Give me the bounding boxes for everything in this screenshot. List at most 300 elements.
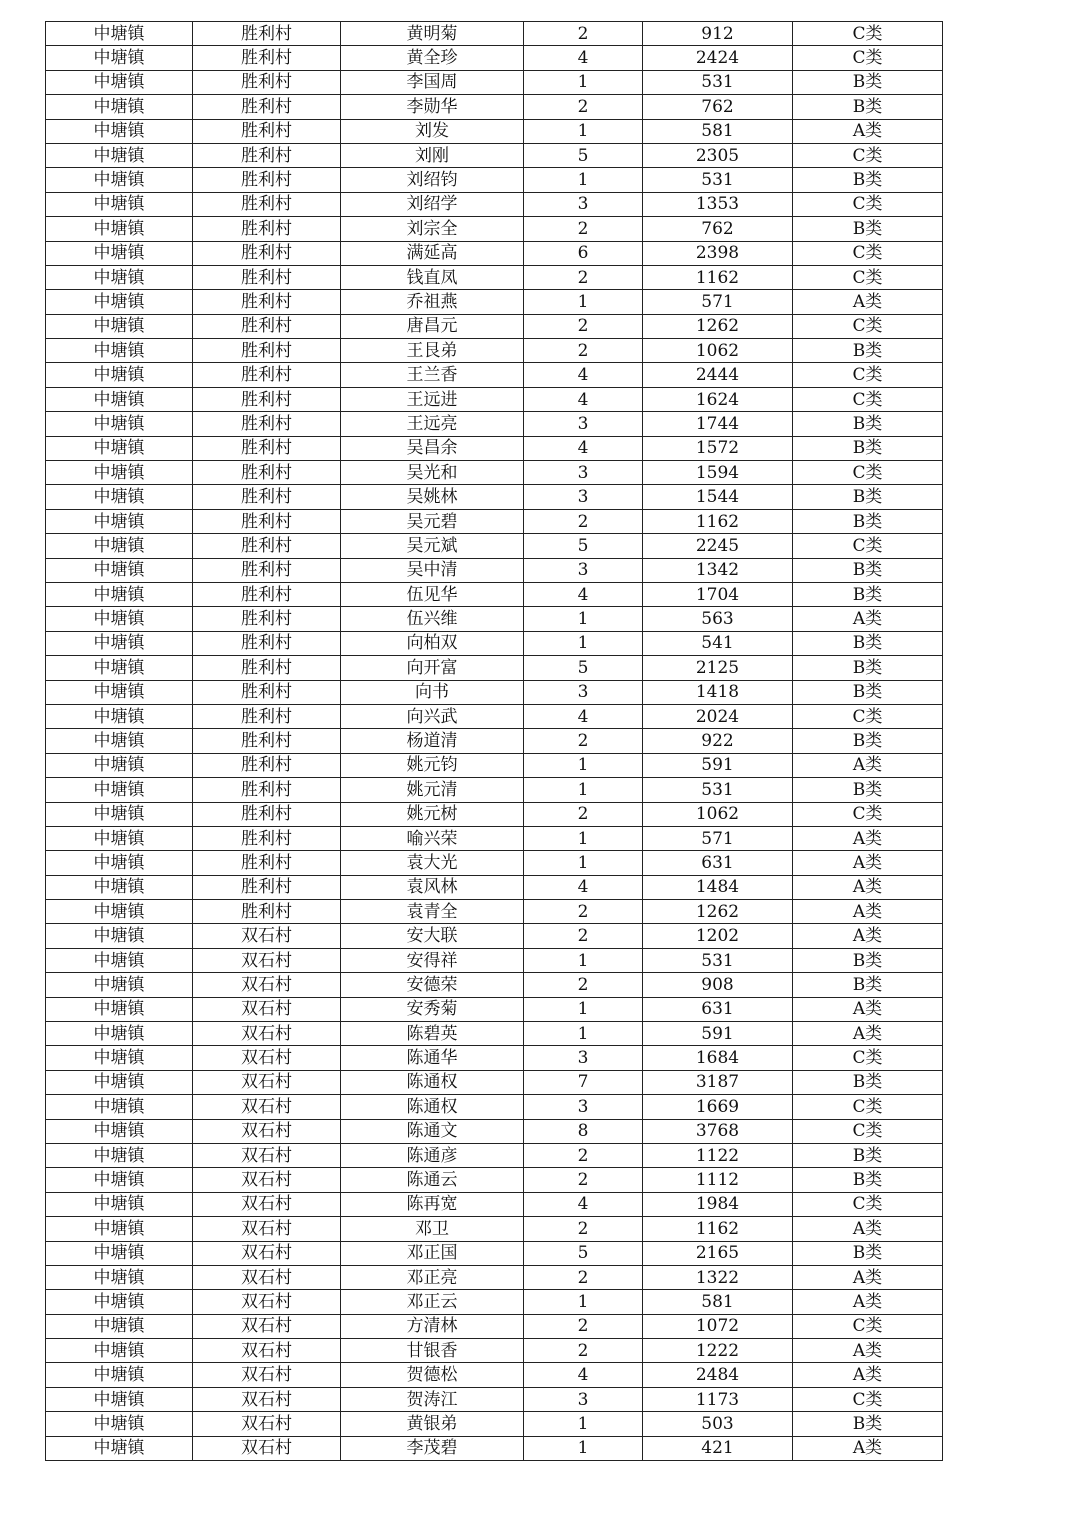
amount-cell: 2125 [643,656,793,680]
amount-cell: 631 [643,997,793,1021]
name-cell: 方清林 [341,1314,524,1338]
town-cell: 中塘镇 [46,900,193,924]
village-cell: 胜利村 [193,509,341,533]
count-cell: 1 [524,290,643,314]
table-row [46,339,943,363]
count-cell: 1 [524,119,643,143]
village-cell: 胜利村 [193,631,341,655]
count-cell: 3 [524,192,643,216]
name-cell: 邓卫 [341,1217,524,1241]
town-cell: 中塘镇 [46,314,193,338]
village-cell: 胜利村 [193,22,341,46]
category-cell: C类 [793,387,943,411]
name-cell: 邓正国 [341,1241,524,1265]
table-row [46,704,943,728]
count-cell: 5 [524,143,643,167]
village-cell: 双石村 [193,948,341,972]
village-cell: 胜利村 [193,534,341,558]
category-cell: B类 [793,412,943,436]
town-cell: 中塘镇 [46,363,193,387]
category-cell: A类 [793,900,943,924]
table-row [46,753,943,777]
category-cell: A类 [793,753,943,777]
category-cell: B类 [793,778,943,802]
category-cell: C类 [793,363,943,387]
table-row [46,1192,943,1216]
village-cell: 双石村 [193,1119,341,1143]
category-cell: C类 [793,241,943,265]
town-cell: 中塘镇 [46,582,193,606]
name-cell: 甘银香 [341,1339,524,1363]
table-row [46,948,943,972]
town-cell: 中塘镇 [46,412,193,436]
count-cell: 2 [524,1143,643,1167]
amount-cell: 1572 [643,436,793,460]
category-cell: B类 [793,1241,943,1265]
count-cell: 3 [524,1387,643,1411]
name-cell: 向开富 [341,656,524,680]
table-row [46,729,943,753]
amount-cell: 2424 [643,46,793,70]
town-cell: 中塘镇 [46,1119,193,1143]
amount-cell: 2024 [643,704,793,728]
name-cell: 王兰香 [341,363,524,387]
name-cell: 姚元树 [341,802,524,826]
table-row [46,46,943,70]
amount-cell: 2165 [643,1241,793,1265]
table-row [46,1241,943,1265]
amount-cell: 581 [643,1290,793,1314]
village-cell: 胜利村 [193,729,341,753]
village-cell: 胜利村 [193,119,341,143]
name-cell: 袁大光 [341,851,524,875]
village-cell: 胜利村 [193,802,341,826]
village-cell: 胜利村 [193,168,341,192]
count-cell: 2 [524,509,643,533]
amount-cell: 1062 [643,339,793,363]
category-cell: C类 [793,22,943,46]
amount-cell: 1222 [643,1339,793,1363]
name-cell: 刘宗全 [341,217,524,241]
count-cell: 3 [524,412,643,436]
count-cell: 2 [524,973,643,997]
table-row [46,143,943,167]
count-cell: 1 [524,631,643,655]
town-cell: 中塘镇 [46,1265,193,1289]
category-cell: C类 [793,265,943,289]
name-cell: 喻兴荣 [341,826,524,850]
town-cell: 中塘镇 [46,436,193,460]
count-cell: 1 [524,948,643,972]
village-cell: 胜利村 [193,143,341,167]
amount-cell: 1984 [643,1192,793,1216]
name-cell: 刘刚 [341,143,524,167]
village-cell: 胜利村 [193,217,341,241]
amount-cell: 531 [643,948,793,972]
count-cell: 4 [524,704,643,728]
town-cell: 中塘镇 [46,948,193,972]
village-cell: 胜利村 [193,485,341,509]
table-row [46,265,943,289]
town-cell: 中塘镇 [46,217,193,241]
table-row [46,924,943,948]
amount-cell: 1544 [643,485,793,509]
count-cell: 4 [524,387,643,411]
count-cell: 4 [524,436,643,460]
village-cell: 胜利村 [193,314,341,338]
name-cell: 李勋华 [341,95,524,119]
village-cell: 胜利村 [193,900,341,924]
category-cell: A类 [793,924,943,948]
town-cell: 中塘镇 [46,1217,193,1241]
amount-cell: 1353 [643,192,793,216]
category-cell: B类 [793,95,943,119]
village-cell: 胜利村 [193,607,341,631]
count-cell: 2 [524,265,643,289]
town-cell: 中塘镇 [46,1387,193,1411]
category-cell: B类 [793,485,943,509]
name-cell: 王远亮 [341,412,524,436]
name-cell: 姚元清 [341,778,524,802]
table-row [46,70,943,94]
name-cell: 黄银弟 [341,1412,524,1436]
village-cell: 胜利村 [193,265,341,289]
town-cell: 中塘镇 [46,631,193,655]
category-cell: C类 [793,46,943,70]
category-cell: B类 [793,436,943,460]
amount-cell: 912 [643,22,793,46]
category-cell: A类 [793,290,943,314]
table-row [46,900,943,924]
amount-cell: 1322 [643,1265,793,1289]
count-cell: 1 [524,997,643,1021]
count-cell: 1 [524,607,643,631]
name-cell: 安德荣 [341,973,524,997]
amount-cell: 922 [643,729,793,753]
village-cell: 双石村 [193,1412,341,1436]
name-cell: 满延高 [341,241,524,265]
village-cell: 胜利村 [193,656,341,680]
town-cell: 中塘镇 [46,1241,193,1265]
count-cell: 3 [524,461,643,485]
town-cell: 中塘镇 [46,1143,193,1167]
category-cell: A类 [793,1363,943,1387]
town-cell: 中塘镇 [46,241,193,265]
table-row [46,1022,943,1046]
name-cell: 向兴武 [341,704,524,728]
count-cell: 2 [524,924,643,948]
name-cell: 邓正亮 [341,1265,524,1289]
table-row [46,436,943,460]
count-cell: 4 [524,1363,643,1387]
category-cell: B类 [793,729,943,753]
category-cell: C类 [793,704,943,728]
count-cell: 2 [524,802,643,826]
count-cell: 2 [524,314,643,338]
name-cell: 陈再宽 [341,1192,524,1216]
town-cell: 中塘镇 [46,1436,193,1460]
table-row [46,1265,943,1289]
count-cell: 1 [524,70,643,94]
amount-cell: 1262 [643,314,793,338]
amount-cell: 762 [643,217,793,241]
table-row [46,851,943,875]
category-cell: B类 [793,558,943,582]
town-cell: 中塘镇 [46,143,193,167]
count-cell: 5 [524,1241,643,1265]
category-cell: A类 [793,851,943,875]
village-cell: 双石村 [193,1314,341,1338]
category-cell: A类 [793,826,943,850]
table-row [46,631,943,655]
table-row [46,168,943,192]
count-cell: 2 [524,1339,643,1363]
village-cell: 双石村 [193,997,341,1021]
village-cell: 双石村 [193,1095,341,1119]
town-cell: 中塘镇 [46,704,193,728]
table-row [46,607,943,631]
amount-cell: 1684 [643,1046,793,1070]
town-cell: 中塘镇 [46,46,193,70]
table-body [46,22,943,1461]
amount-cell: 1594 [643,461,793,485]
table-row [46,875,943,899]
name-cell: 黄明菊 [341,22,524,46]
category-cell: B类 [793,1070,943,1094]
village-cell: 双石村 [193,1241,341,1265]
town-cell: 中塘镇 [46,1168,193,1192]
table-row [46,1143,943,1167]
town-cell: 中塘镇 [46,265,193,289]
town-cell: 中塘镇 [46,729,193,753]
table-row [46,1387,943,1411]
category-cell: C类 [793,1119,943,1143]
town-cell: 中塘镇 [46,70,193,94]
amount-cell: 1669 [643,1095,793,1119]
count-cell: 4 [524,875,643,899]
village-cell: 双石村 [193,1022,341,1046]
count-cell: 2 [524,1217,643,1241]
count-cell: 1 [524,826,643,850]
town-cell: 中塘镇 [46,851,193,875]
amount-cell: 908 [643,973,793,997]
village-cell: 胜利村 [193,778,341,802]
category-cell: A类 [793,1022,943,1046]
category-cell: A类 [793,875,943,899]
table-row [46,534,943,558]
amount-cell: 2398 [643,241,793,265]
name-cell: 刘绍钧 [341,168,524,192]
amount-cell: 531 [643,778,793,802]
name-cell: 陈通华 [341,1046,524,1070]
category-cell: B类 [793,948,943,972]
town-cell: 中塘镇 [46,558,193,582]
category-cell: C类 [793,192,943,216]
name-cell: 安秀菊 [341,997,524,1021]
category-cell: A类 [793,119,943,143]
data-table [45,21,943,1461]
table-row [46,509,943,533]
count-cell: 2 [524,1168,643,1192]
town-cell: 中塘镇 [46,607,193,631]
category-cell: C类 [793,461,943,485]
name-cell: 杨道清 [341,729,524,753]
amount-cell: 3768 [643,1119,793,1143]
amount-cell: 631 [643,851,793,875]
name-cell: 陈通文 [341,1119,524,1143]
village-cell: 胜利村 [193,290,341,314]
table-row [46,290,943,314]
town-cell: 中塘镇 [46,1070,193,1094]
category-cell: A类 [793,1290,943,1314]
count-cell: 4 [524,363,643,387]
count-cell: 2 [524,729,643,753]
category-cell: B类 [793,217,943,241]
count-cell: 1 [524,168,643,192]
count-cell: 2 [524,900,643,924]
amount-cell: 3187 [643,1070,793,1094]
village-cell: 胜利村 [193,192,341,216]
category-cell: C类 [793,314,943,338]
category-cell: A类 [793,1436,943,1460]
name-cell: 吴中清 [341,558,524,582]
table-row [46,802,943,826]
amount-cell: 2305 [643,143,793,167]
count-cell: 3 [524,558,643,582]
town-cell: 中塘镇 [46,924,193,948]
table-row [46,241,943,265]
table-row [46,412,943,436]
amount-cell: 1418 [643,680,793,704]
town-cell: 中塘镇 [46,1046,193,1070]
village-cell: 胜利村 [193,753,341,777]
amount-cell: 1112 [643,1168,793,1192]
amount-cell: 1122 [643,1143,793,1167]
name-cell: 黄全珍 [341,46,524,70]
name-cell: 李国周 [341,70,524,94]
table-row [46,119,943,143]
category-cell: A类 [793,1339,943,1363]
name-cell: 陈通彦 [341,1143,524,1167]
name-cell: 吴元碧 [341,509,524,533]
town-cell: 中塘镇 [46,509,193,533]
village-cell: 胜利村 [193,704,341,728]
town-cell: 中塘镇 [46,680,193,704]
village-cell: 双石村 [193,1339,341,1363]
name-cell: 伍兴维 [341,607,524,631]
category-cell: C类 [793,143,943,167]
town-cell: 中塘镇 [46,168,193,192]
amount-cell: 1624 [643,387,793,411]
category-cell: B类 [793,1412,943,1436]
table-row [46,192,943,216]
town-cell: 中塘镇 [46,534,193,558]
village-cell: 胜利村 [193,339,341,363]
name-cell: 陈碧英 [341,1022,524,1046]
town-cell: 中塘镇 [46,1290,193,1314]
count-cell: 5 [524,656,643,680]
name-cell: 袁青全 [341,900,524,924]
name-cell: 贺涛江 [341,1387,524,1411]
table-row [46,656,943,680]
town-cell: 中塘镇 [46,875,193,899]
amount-cell: 563 [643,607,793,631]
count-cell: 8 [524,1119,643,1143]
village-cell: 胜利村 [193,826,341,850]
amount-cell: 571 [643,290,793,314]
village-cell: 双石村 [193,1046,341,1070]
village-cell: 胜利村 [193,582,341,606]
town-cell: 中塘镇 [46,290,193,314]
amount-cell: 1162 [643,509,793,533]
table-row [46,1290,943,1314]
count-cell: 3 [524,680,643,704]
category-cell: C类 [793,1046,943,1070]
town-cell: 中塘镇 [46,119,193,143]
table-row [46,1339,943,1363]
name-cell: 乔祖燕 [341,290,524,314]
town-cell: 中塘镇 [46,1363,193,1387]
name-cell: 袁风林 [341,875,524,899]
count-cell: 1 [524,753,643,777]
town-cell: 中塘镇 [46,802,193,826]
village-cell: 胜利村 [193,875,341,899]
count-cell: 2 [524,1314,643,1338]
town-cell: 中塘镇 [46,1095,193,1119]
count-cell: 4 [524,46,643,70]
table-row [46,217,943,241]
table-row [46,1412,943,1436]
name-cell: 伍见华 [341,582,524,606]
name-cell: 邓正云 [341,1290,524,1314]
name-cell: 吴光和 [341,461,524,485]
category-cell: C类 [793,534,943,558]
village-cell: 双石村 [193,1168,341,1192]
table-row [46,1363,943,1387]
table-row [46,1168,943,1192]
table-row [46,1217,943,1241]
town-cell: 中塘镇 [46,1022,193,1046]
amount-cell: 531 [643,168,793,192]
name-cell: 安得祥 [341,948,524,972]
town-cell: 中塘镇 [46,1339,193,1363]
village-cell: 胜利村 [193,387,341,411]
village-cell: 胜利村 [193,70,341,94]
town-cell: 中塘镇 [46,1412,193,1436]
village-cell: 胜利村 [193,680,341,704]
name-cell: 钱直凤 [341,265,524,289]
table-row [46,461,943,485]
count-cell: 3 [524,485,643,509]
village-cell: 胜利村 [193,363,341,387]
amount-cell: 591 [643,753,793,777]
name-cell: 陈通云 [341,1168,524,1192]
name-cell: 王远进 [341,387,524,411]
amount-cell: 2245 [643,534,793,558]
amount-cell: 1744 [643,412,793,436]
table-row [46,363,943,387]
count-cell: 1 [524,1412,643,1436]
table-row [46,22,943,46]
count-cell: 4 [524,1192,643,1216]
count-cell: 2 [524,339,643,363]
category-cell: A类 [793,1265,943,1289]
name-cell: 陈通权 [341,1070,524,1094]
count-cell: 2 [524,217,643,241]
table-row [46,95,943,119]
table-row [46,485,943,509]
table-row [46,1436,943,1460]
